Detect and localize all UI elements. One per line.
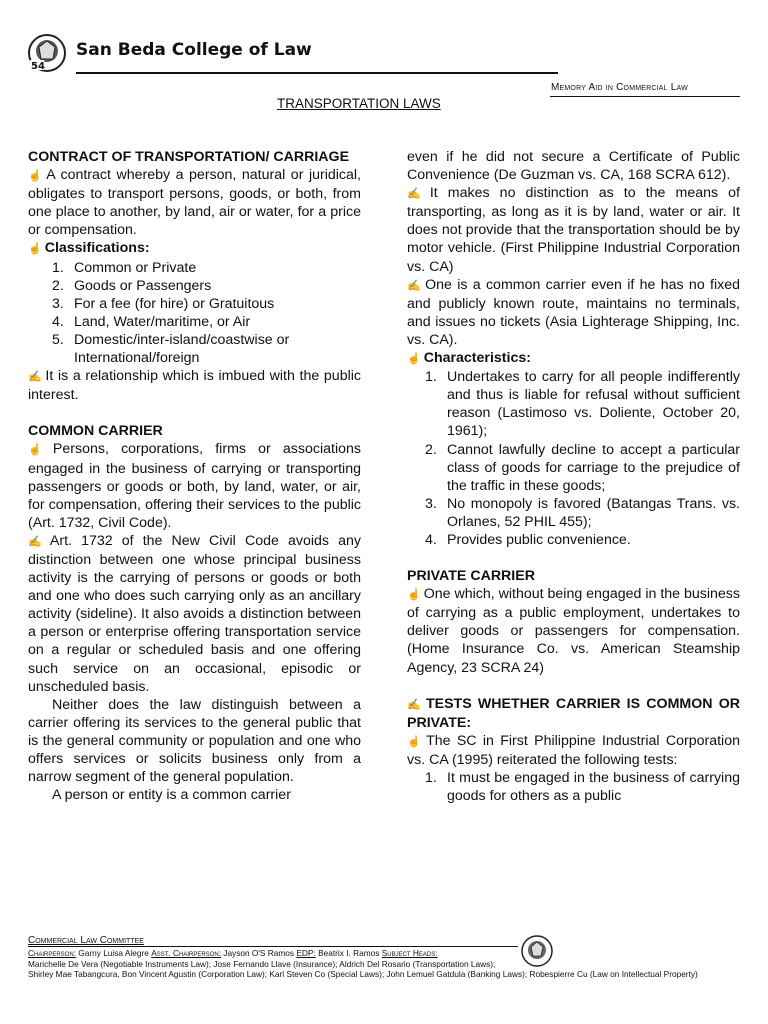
- writing-hand-icon: ✍: [407, 188, 427, 201]
- hand-icon: ☝: [407, 589, 421, 602]
- heading-private-carrier: PRIVATE CARRIER: [407, 568, 535, 585]
- paragraph: even if he did not secure a Certificate of Public Convenience (De Guzman vs. CA, 168 SCRA 612).: [407, 149, 740, 184]
- paragraph: ☝ One which, without being engaged in the business of carrying as a public employment, undertakes to deliver goods or passengers for compensation. (Home Insurance Co. vs. American Steamship Agency, 23 SCRA 24): [407, 586, 740, 676]
- paragraph: ☝ A contract whereby a person, natural or juridical, obligates to transport persons, goods, or both, from one place to another, by land, air or water, for a price or compensation.: [28, 167, 361, 239]
- memory-aid-label: Memory Aid in Commercial Law: [551, 82, 688, 93]
- list-item: 4. Provides public convenience.: [425, 531, 631, 548]
- writing-hand-icon: ✍: [28, 371, 43, 384]
- footer-line: Marichelle De Vera (Negotiable Instruments Law); Jose Fernando Llave (Insurance); Aldrich Del Rosario (Transportation Laws);: [28, 958, 496, 969]
- hand-icon: ☝: [28, 170, 44, 183]
- committee-label: Commercial Law Committee: [28, 935, 144, 946]
- college-seal-icon: [27, 33, 67, 73]
- list-item: 1. It must be engaged in the business of carrying goods for others as a public: [425, 770, 740, 805]
- paragraph: ✍ Art. 1732 of the New Civil Code avoids any distinction between one whose principal business activity is the carrying of persons or goods or both and one who does such carrying only as an ancillary activity (sideline). It also avoids a distinction between a person or enterprise offering transportation service on a regular or scheduled basis and one offering such service on an occasional, episodic or unscheduled basis.: [28, 532, 361, 695]
- tests-list: [407, 769, 740, 805]
- left-column: [28, 148, 361, 804]
- paragraph: ☝ Persons, corporations, firms or associations engaged in the business of carrying or transporting passengers or goods or both, by land, water, or air, for compensation, offering their services to the public (Art. 1732, Civil Code).: [28, 441, 361, 531]
- paragraph: A person or entity is a common carrier: [52, 787, 291, 804]
- paragraph: Neither does the law distinguish between a carrier offering its services to the general public that is the general community or population and one who offers services or solicits business only from a narrow segment of the general population.: [28, 696, 361, 786]
- classifications-list: [28, 259, 361, 368]
- characteristics-list: [407, 368, 740, 549]
- hand-icon: ☝: [28, 444, 50, 457]
- list-item: 2. Cannot lawfully decline to accept a particular class of goods for carriage to the prejudice of the traffic in these goods;: [425, 441, 740, 494]
- paragraph: ✍ It makes no distinction as to the means of transporting, as long as it is by land, water or air. It does not provide that the transportation should be by motor vehicle. (First Philippine Industrial Corporation vs. CA): [407, 185, 740, 275]
- list-item: 1. Undertakes to carry for all people indifferently and thus is liable for refusal without sufficient reason (Lastimoso vs. Doliente, October 20, 1961);: [425, 369, 740, 440]
- list-item: 3. For a fee (for hire) or Gratuitous: [52, 295, 275, 312]
- paragraph: ☝ The SC in First Philippine Industrial Corporation vs. CA (1995) reiterated the following tests:: [407, 732, 740, 768]
- footer-line: Chairperson: Garny Luisa Alegre Asst. Chairperson: Jayson O'S Ramos EDP: Beatrix I. Ramos Subject Heads:: [28, 948, 438, 958]
- writing-hand-icon: ✍: [28, 535, 47, 548]
- paragraph: ✍ It is a relationship which is imbued with the public interest.: [28, 368, 361, 404]
- header-rule: [76, 72, 558, 74]
- list-item: 3. No monopoly is favored (Batangas Trans. vs. Orlanes, 52 PHIL 455);: [425, 495, 740, 530]
- footer-line: Shirley Mae Tabangcura, Bon Vincent Agustin (Corporation Law); Karl Steven Co (Special Laws); John Lemuel Gatdula (Banking Laws); Robespierre Cu (Law on Intellectual Property): [28, 969, 698, 980]
- school-name: San Beda College of Law: [76, 40, 312, 60]
- footer-rule: [28, 946, 518, 947]
- classifications-heading: ☝ Classifications:: [28, 240, 150, 257]
- hand-icon: ☝: [407, 735, 424, 748]
- paragraph: ✍ One is a common carrier even if he has no fixed and publicly known route, maintains no terminals, and issues no tickets (Asia Lighterage Shipping, Inc. vs. CA).: [407, 276, 740, 348]
- list-item: 5. Domestic/inter-island/coastwise or International/foreign: [52, 331, 290, 367]
- list-item: 2. Goods or Passengers: [52, 277, 212, 294]
- hand-icon: ☝: [407, 353, 421, 366]
- heading-contract: CONTRACT OF TRANSPORTATION/ CARRIAGE: [28, 149, 350, 165]
- writing-hand-icon: ✍: [407, 279, 423, 292]
- list-item: 1. Common or Private: [52, 259, 197, 276]
- seal-badge: 54: [31, 61, 45, 72]
- writing-hand-icon: ✍: [407, 698, 423, 711]
- page-title: TRANSPORTATION LAWS: [277, 96, 441, 111]
- footer-credits: [28, 948, 740, 980]
- list-item: 4. Land, Water/maritime, or Air: [52, 313, 251, 330]
- hand-icon: ☝: [28, 243, 42, 256]
- memory-aid-rule: [550, 96, 740, 97]
- heading-common-carrier: COMMON CARRIER: [28, 423, 163, 440]
- characteristics-heading: ☝ Characteristics:: [407, 350, 531, 367]
- right-column: [407, 148, 740, 805]
- heading-tests: ✍ TESTS WHETHER CARRIER IS COMMON OR PRIVATE:: [407, 695, 740, 731]
